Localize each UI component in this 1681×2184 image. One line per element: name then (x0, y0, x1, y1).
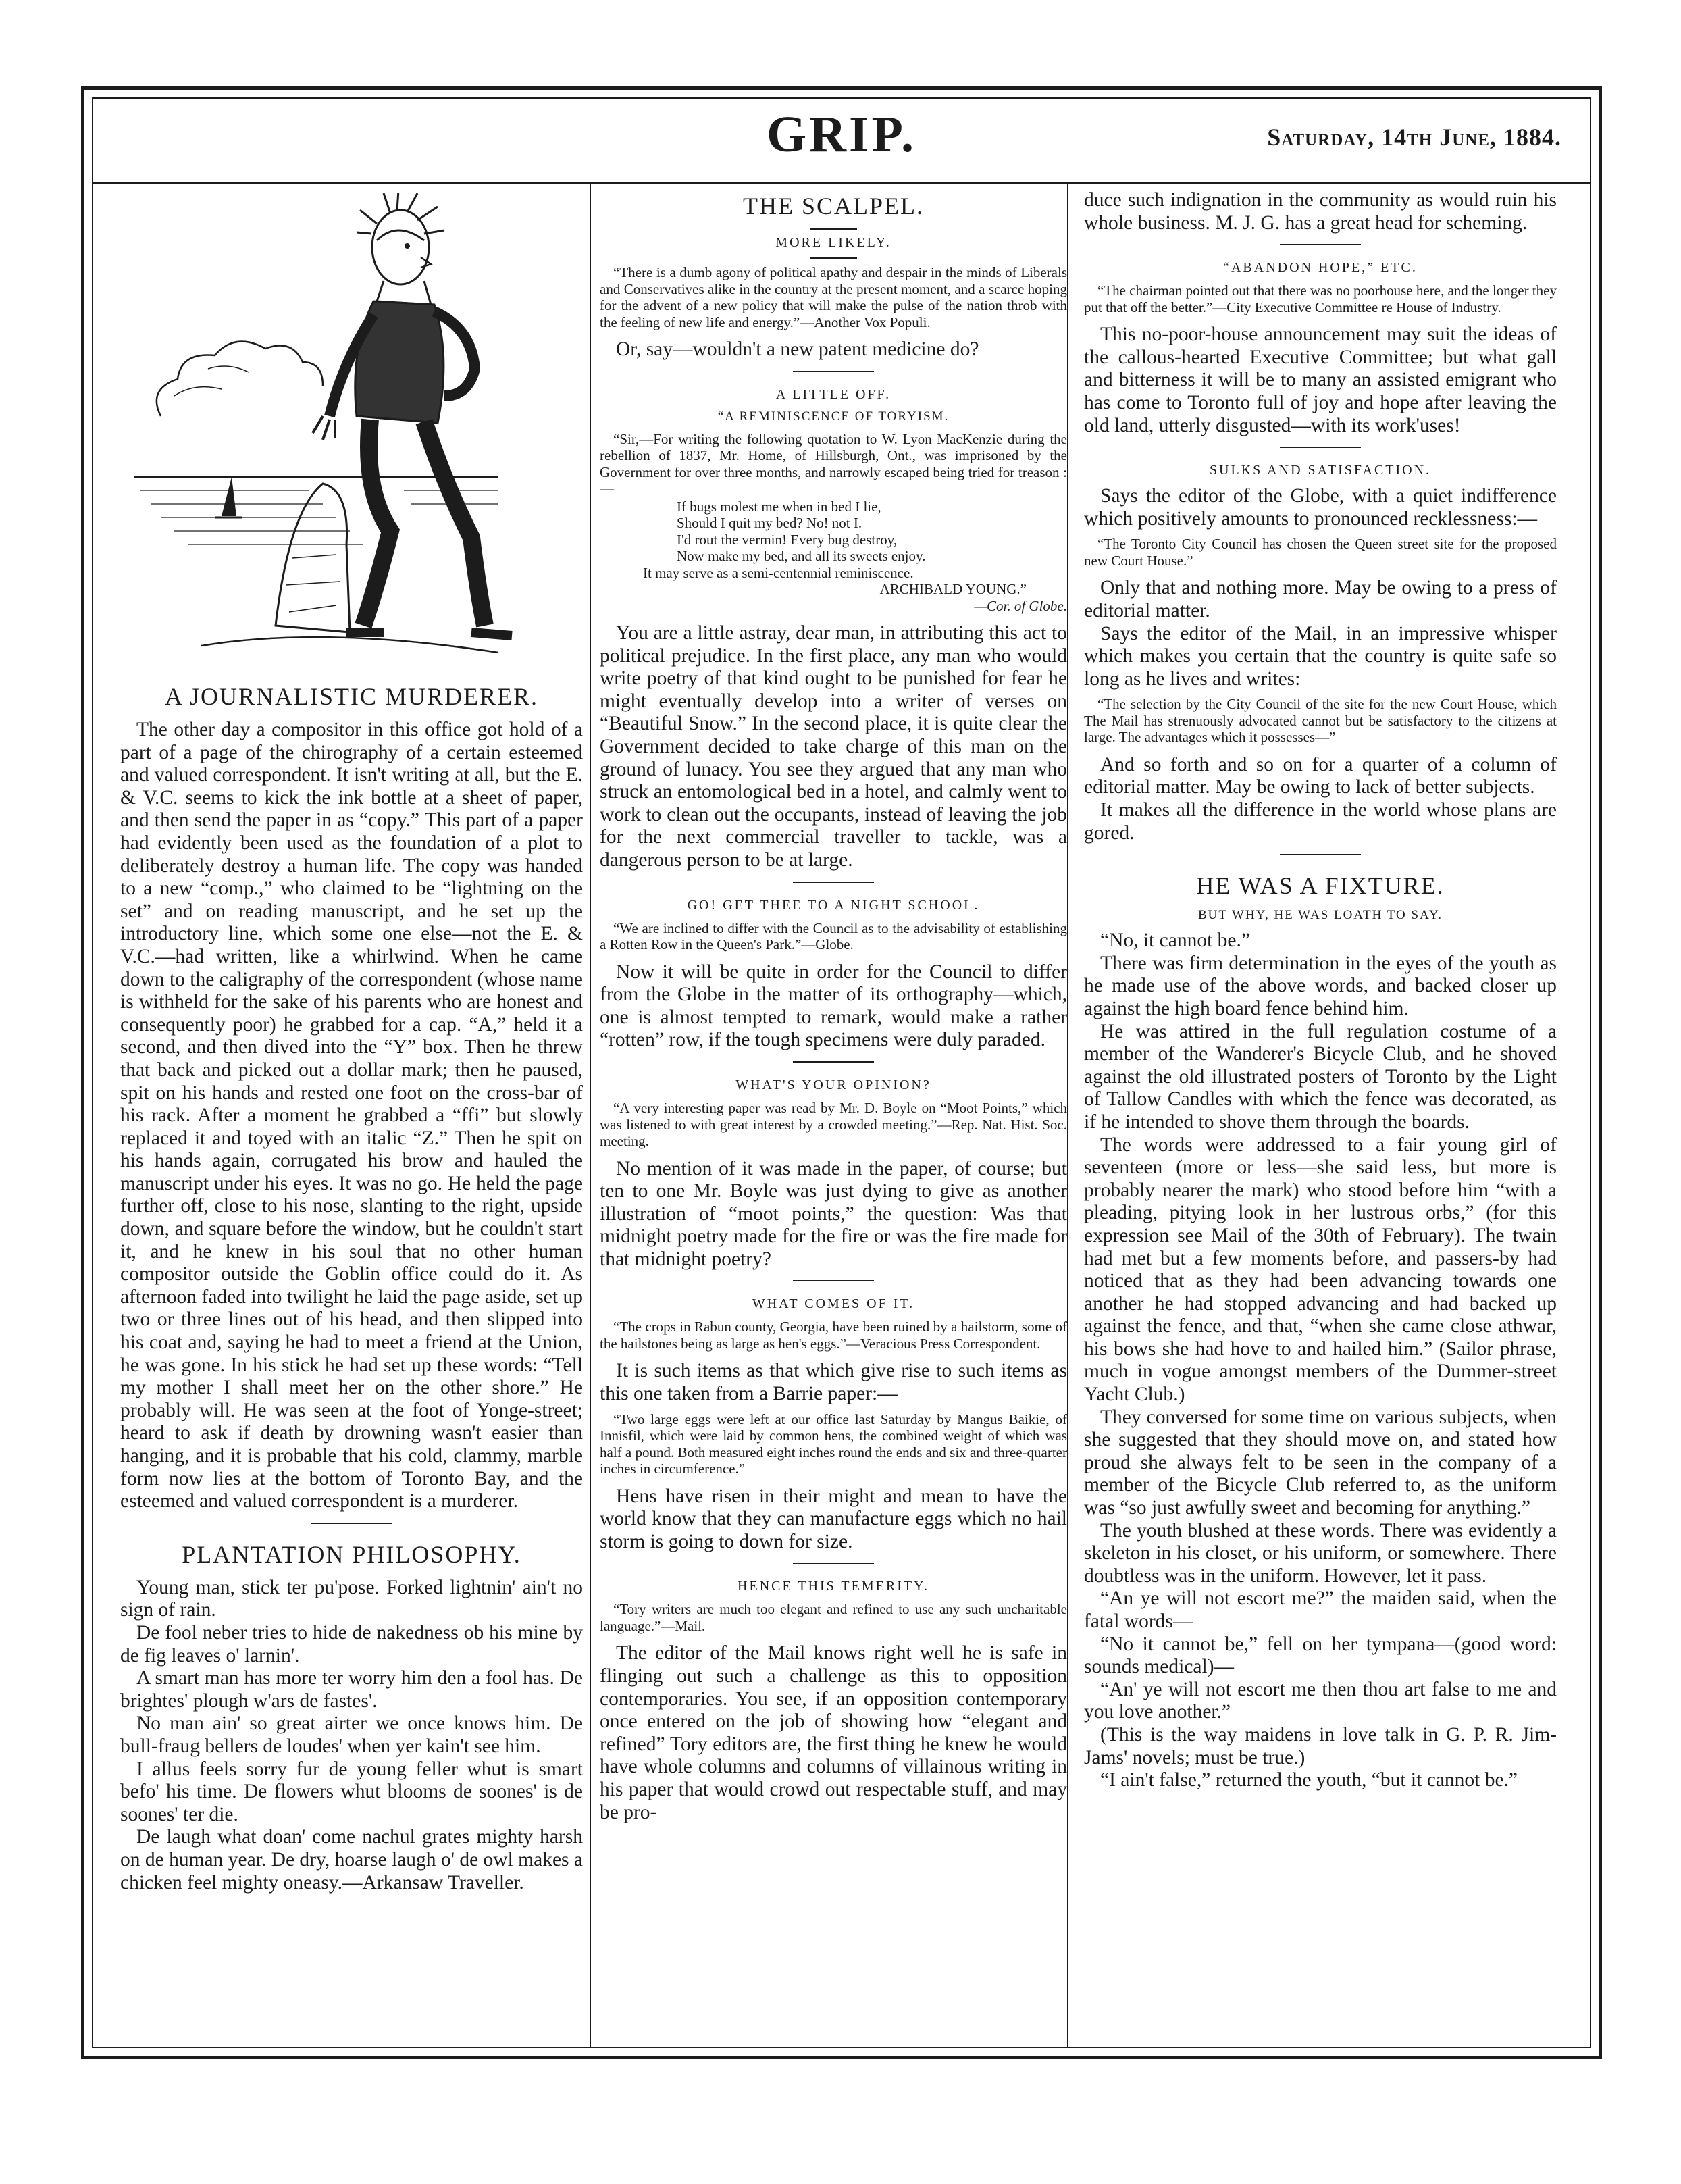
quote-block: “There is a dumb agony of political apathy and despair in the minds of Liberals and Conservatives alike in the country at the present moment, and a scarce hoping for the advent of a new policy that will make the pulse of the nation throb with the feeling of new life and energy.”—Another Vox Populi. (600, 264, 1067, 330)
fixture-paragraph: They conversed for some time on various subjects, when she suggested that they should move on, and stated how proud she always felt to be seen in the company of a member of the Bicycle Club referred to, as the uniform was “so just awfully sweet and becoming for anything.” (1084, 1406, 1557, 1519)
cartoon-illustration (120, 193, 583, 666)
masthead-date: Saturday, 14th June, 1884. (1267, 124, 1561, 151)
quote-block: “Tory writers are much too elegant and refined to use any such uncharitable language.”—Mail. (600, 1601, 1067, 1634)
fixture-paragraph: “I ain't false,” returned the youth, “but it cannot be.” (1100, 1769, 1518, 1792)
body-paragraph: Only that and nothing more. May be owing to a press of editorial matter. (1084, 577, 1557, 621)
section-heading: WHAT'S YOUR OPINION? (735, 1077, 931, 1092)
body-paragraph: And so forth and so on for a quarter of a column of editorial matter. May be owing to lack of better subjects. (1084, 753, 1557, 798)
fixture-paragraph: “An ye will not escort me?” the maiden said, when the fatal words— (1084, 1588, 1557, 1632)
body-paragraph: Says the editor of the Mail, in an impressive whisper which makes you certain that the country is quite safe so long as he lives and writes: (1084, 622, 1557, 690)
quote-block: “The crops in Rabun county, Georgia, have been ruined by a hailstorm, some of the hailstones being as large as hen's eggs.”—Veracious Press Correspondent. (600, 1319, 1067, 1352)
fixture-paragraph: There was firm determination in the eyes of the youth as he made use of the above words, and backed closer up against the high board fence behind him. (1084, 952, 1557, 1019)
verse-signature: ARCHIBALD YOUNG.” (879, 581, 1027, 598)
section-rule (793, 1280, 874, 1281)
column-3 (1084, 189, 1557, 2040)
fixture-subtitle: BUT WHY, HE WAS LOATH TO SAY. (1197, 908, 1443, 923)
plantation-line: Young man, stick ter pu'pose. Forked lightnin' ain't no sign of rain. (120, 1576, 583, 1621)
section-rule (1280, 244, 1361, 245)
quote-block: “The Toronto City Council has chosen the Queen street site for the proposed new Court House.” (1084, 536, 1557, 569)
quote-block: “Sir,—For writing the following quotation to W. Lyon MacKenzie during the rebellion of 1837, Mr. Home, of Hillsburgh, Ont., was imprisoned by the Government for over three months, and narrowly escaped being tried for treason :— (600, 430, 1067, 497)
section-rule (810, 257, 857, 259)
masthead-title: GRIP. (766, 106, 917, 163)
column-rule-1 (590, 184, 591, 2048)
body-paragraph: No mention of it was made in the paper, of course; but ten to one Mr. Boyle was just dying to give as another illustration of “moot points,” the question: Was that midnight poetry made for the fire or was the fire made for that midnight poetry? (600, 1157, 1067, 1270)
quote-block: “The selection by the City Council of the site for the new Court House, which The Mail has strenuously advocated cannot but be satisfactory to the citizens at large. The advantages which it possesses—” (1084, 696, 1557, 746)
plantation-line: De fool neber tries to hide de nakedness ob his mine by de fig leaves o' larnin'. (120, 1621, 583, 1667)
section-heading: “ABANDON HOPE,” ETC. (1223, 260, 1418, 276)
body-paragraph: Or, say—wouldn't a new patent medicine do? (616, 338, 979, 360)
fixture-paragraph: The words were addressed to a fair young girl of seventeen (more or less—she said less, but more is probably nearer the mark) who stood before him “with a pleading, pitying look in her lustrous orbs,” (for this expression see Mail of the 30th of February). The twain had met but a few moments before, and passers-by had noticed that as they had been advancing towards one another he had stopped advancing and had backed up against the fence, and that, “when she came close athwar, his bows she had hove to and hailed him.” (Sailor phrase, much in vogue amongst members of the Dummer-street Yacht Club.) (1084, 1134, 1557, 1406)
verse-line: Should I quit my bed? No! not I. (677, 515, 862, 532)
plantation-line: De laugh what doan' come nachul grates mighty harsh on de human year. De dry, hoarse laugh o' de owl makes a chicken feel mighty oneasy.—Arkansaw Traveller. (120, 1826, 583, 1894)
section-subheading: “A REMINISCENCE OF TORYISM. (717, 409, 950, 424)
fixture-paragraph: “An' ye will not escort me then thou art false to me and you love another.” (1084, 1678, 1557, 1723)
column-rule-2 (1067, 184, 1068, 2048)
body-paragraph: duce such indignation in the community as would ruin his whole business. M. J. G. has a great head for scheming. (1084, 189, 1557, 234)
section-rule (311, 1523, 392, 1524)
verse-line: Now make my bed, and all its sweets enjoy. (677, 548, 926, 565)
body-paragraph: It makes all the difference in the world whose plans are gored. (1084, 799, 1557, 844)
fixture-paragraph: “No, it cannot be.” (1100, 930, 1250, 952)
section-rule (810, 228, 857, 230)
plantation-line: No man ain' so great airter we once knows him. De bull-fraug bellers de loudes' when yer kain't see him. (120, 1712, 583, 1757)
quote-block: “The chairman pointed out that there was no poorhouse here, and the longer they put that off the better.”—City Executive Committee re House of Industry. (1084, 282, 1557, 315)
verse-line: If bugs molest me when in bed I lie, (677, 498, 881, 515)
verse-line: I'd rout the vermin! Every bug destroy, (677, 531, 898, 548)
verse-line: It may serve as a semi-centennial reminiscence. (643, 564, 914, 581)
cartoon-title: A JOURNALISTIC MURDERER. (164, 683, 539, 710)
body-paragraph: This no-poor-house announcement may suit the ideas of the callous-hearted Executive Committee; but what gall and bitterness it will be to many an assisted emigrant who has come to Toronto full of joy and hope after leaving the old land, utterly disgusted—with its work'uses! (1084, 324, 1557, 436)
section-rule (1280, 447, 1361, 448)
body-paragraph: It is such items as that which give rise to such items as this one taken from a Barrie paper:— (600, 1360, 1067, 1405)
body-paragraph: Now it will be quite in order for the Council to differ from the Globe in the matter of its orthography—which, one is almost tempted to remark, would make a rather “rotten” row, if the tough specimens were duly paraded. (600, 961, 1067, 1051)
masthead-rule (92, 182, 1591, 184)
column-1 (120, 189, 583, 2040)
section-rule (793, 1563, 874, 1564)
body-paragraph: Hens have risen in their might and mean to have the world know that they can manufacture eggs which no hail storm is going to down for size. (600, 1485, 1067, 1552)
section-rule (793, 882, 874, 883)
journalist-paragraph: The other day a compositor in this office got hold of a part of a page of the chirography of a certain esteemed and valued correspondent. It isn't writing at all, but the E. & V.C. seems to kick the ink bottle at a sheet of paper, and then send the paper in as “copy.” This part of a paper had evidently been used as the foundation of a plot to deliberately destroy a human life. The copy was handed to a new “comp.,” who claimed to be “lightning on the set” and on reading manuscript, and he set up the introductory line, which some one else—not the E. & V.C.—had written, like a whirlwind. When he came down to the caligraphy of the correspondent (whose name is withheld for the sake of his parents who are honest and consequently poor) he grabbed for a cap. “A,” held it a second, and then dived into the “Y” box. Then he threw that back and picked out a dollar mark; then he paused, spit on his hands and rested one foot on the cross-bar of his rack. After a moment he grabbed a “ffi” but slowly replaced it and toyed with an italic “Z.” Then he spit on his hands again, corrugated his brow and hauled the manuscript under his eyes. It was no go. He held the page further off, close to his nose, slanting to the right, upside down, and square before the window, but he couldn't start it, and he knew in his soul that no other human compositor outside the Goblin office could do it. As afternoon faded into twilight he laid the page aside, set up two or three lines out of his head, and then slipped into his coat and, saying he had to meet a friend at the Union, he was gone. In his stick he had set up these words: “Tell my mother I shall meet her on the other shore.” He probably will. He was seen at the foot of Yonge-street; heard to ask if death by drowning wasn't easier than hanging, and it is probable that his cold, clammy, marble form now lies at the bottom of Toronto Bay, and the esteemed and valued correspondent is a murderer. (120, 719, 583, 1513)
section-heading: SULKS AND SATISFACTION. (1209, 463, 1432, 478)
quote-source: —Cor. of Globe. (974, 597, 1067, 614)
section-heading: MORE LIKELY. (775, 235, 891, 250)
quote-block: “Two large eggs were left at our office last Saturday by Mangus Baikie, of Innisfil, which were laid by common hens, the combined weight of which was half a pound. Both measured eight inches round the ends and six and three-quarter inches in circumference.” (600, 1411, 1067, 1477)
body-paragraph: You are a little astray, dear man, in attributing this act to political prejudice. In the first place, any man who would write poetry of that kind ought to be punished for fear he might eventually develop into a writer of verses on “Beautiful Snow.” In the second place, it is quite clear the Government decided to take charge of this man on the ground of lunacy. You see they argued that any man who struck an entomological bed in a hotel, and calmly went to work to clean out the occupants, instead of leaving the job for the next commercial traveller to tackle, was a dangerous person to be at large. (600, 622, 1067, 871)
fixture-paragraph: He was attired in the full regulation costume of a member of the Wanderer's Bicycle Club, and he shoved against the old illustrated posters of Toronto by the Light of Tallow Candles with which the fence was decorated, as if he intended to shove them through the boards. (1084, 1020, 1557, 1133)
scalpel-title: THE SCALPEL. (742, 193, 924, 220)
fixture-paragraph: “No it cannot be,” fell on her tympana—(good word: sounds medical)— (1084, 1633, 1557, 1678)
body-paragraph: Says the editor of the Globe, with a quiet indifference which positively amounts to pronounced recklessness:— (1084, 485, 1557, 530)
section-heading: WHAT COMES OF IT. (752, 1296, 915, 1312)
plantation-line: I allus feels sorry fur de young feller whut is smart befo' his time. De flowers whut blooms de soones' is de soones' ter die. (120, 1758, 583, 1825)
fixture-paragraph: (This is the way maidens in love talk in G. P. R. Jim-Jams' novels; must be true.) (1084, 1723, 1557, 1769)
section-heading: A LITTLE OFF. (775, 386, 891, 402)
plantation-line: A smart man has more ter worry him den a fool has. De brightes' plough w'ars de fastes'. (120, 1667, 583, 1712)
masthead (101, 103, 1582, 185)
section-rule (1280, 854, 1361, 855)
body-paragraph: The editor of the Mail knows right well he is safe in flinging out such a challenge as this to opposition contemporaries. You see, if an opposition contemporary once entered on the job of showing how “elegant and refined” Tory editors are, the first thing he knew he would have whole columns and columns of villainous writing in his paper that would crowd out respectable stuff, and may be pro- (600, 1642, 1067, 1823)
plantation-title: PLANTATION PHILOSOPHY. (182, 1540, 521, 1568)
quote-block: “A very interesting paper was read by Mr. D. Boyle on “Moot Points,” which was listened to with great interest by a crowded meeting.”—Rep. Nat. Hist. Soc. meeting. (600, 1100, 1067, 1149)
section-rule (793, 371, 874, 372)
column-2 (600, 189, 1067, 2040)
section-rule (793, 1061, 874, 1063)
section-heading: GO! GET THEE TO A NIGHT SCHOOL. (687, 897, 980, 913)
fixture-title: HE WAS A FIXTURE. (1196, 872, 1445, 900)
fixture-paragraph: The youth blushed at these words. There was evidently a skeleton in his closet, or his uniform, or somewhere. There doubtless was in the uniform. However, let it pass. (1084, 1519, 1557, 1587)
quote-block: “We are inclined to differ with the Council as to the advisability of establishing a Rotten Row in the Queen's Park.”—Globe. (600, 919, 1067, 953)
section-heading: HENCE THIS TEMERITY. (738, 1579, 929, 1594)
